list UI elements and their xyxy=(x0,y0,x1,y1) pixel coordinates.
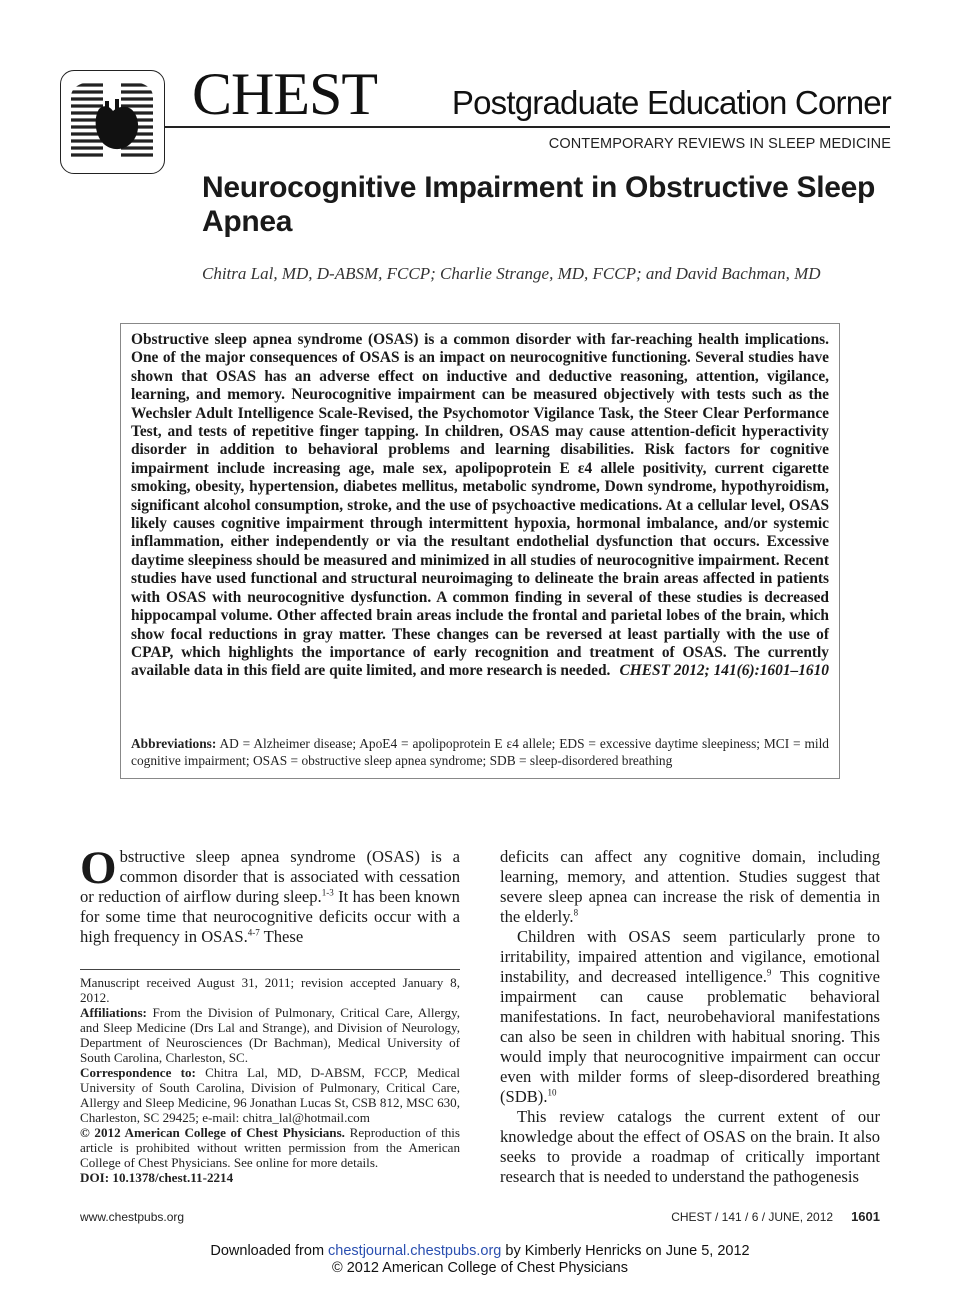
drop-cap: O xyxy=(80,842,117,894)
abbreviations-label: Abbreviations: xyxy=(131,736,217,751)
authors: Chitra Lal, MD, D-ABSM, FCCP; Charlie Strange, MD, FCCP; and David Bachman, MD xyxy=(202,264,821,283)
body-text: It has been known for some time that neurocognitive deficits occur with a high frequency in OSAS. xyxy=(80,887,460,946)
correspondence-text: Chitra Lal, MD, D-ABSM, FCCP, Medical University of South Carolina, Division of Pulmonary, Critical Care, Allergy and Sleep Medicine, 96 Jonathan Lucas St, CSB 812, MSC 630, Charleston, SC 29425; e-mail: chitra_lal@hotmail.com xyxy=(80,1065,460,1125)
affiliations-note xyxy=(80,1005,460,1065)
reference-link[interactable]: 4-7 xyxy=(247,927,260,938)
section-label: CONTEMPORARY REVIEWS IN SLEEP MEDICINE xyxy=(548,136,891,152)
body-paragraph xyxy=(500,927,880,1107)
manuscript-note: Manuscript received August 31, 2011; revision accepted January 8, 2012. xyxy=(80,975,460,1005)
footnotes xyxy=(80,975,460,1185)
body-text: This review catalogs the current extent of our knowledge about the effect of OSAS on the brain. It also seeks to provide a roadmap of critically important research that is needed to understand the pathogenesis xyxy=(500,1107,880,1186)
abbreviations-text: AD = Alzheimer disease; ApoE4 = apolipoprotein E ε4 allele; EDS = excessive daytime sleepiness; MCI = mild cognitive impairment; OSAS = obstructive sleep apnea syndrome; SDB = sleep-disordered breathing xyxy=(131,736,829,768)
body-text: This cognitive impairment can cause problematic behavioral manifestations. In fact, neurobehavioral manifestations can also be seen in children with habitual snoring. This would imply that neurocognitive impairment can occur even with milder forms of sleep-disordered breathing (SDB). xyxy=(500,967,880,1106)
reference-link[interactable]: 9 xyxy=(766,967,772,978)
download-suffix: by Kimberly Henricks on June 5, 2012 xyxy=(501,1243,750,1259)
body-text: These xyxy=(259,927,304,946)
download-link[interactable]: chestjournal.chestpubs.org xyxy=(328,1243,502,1259)
abbreviations xyxy=(131,735,829,769)
reference-link[interactable]: 8 xyxy=(573,907,579,918)
body-paragraph xyxy=(500,847,880,927)
correspondence-note xyxy=(80,1065,460,1125)
footer-citation-text: CHEST / 141 / 6 / JUNE, 2012 xyxy=(671,1210,834,1224)
body-text: bstructive sleep apnea syndrome (OSAS) is a common disorder that is associated with cessation or reduction of airflow during sleep. xyxy=(80,847,460,906)
body-text: Children with OSAS seem particularly prone to irritability, impaired attention and vigilance, emotional instability, and decreased intelligence. xyxy=(500,927,880,986)
footer-citation xyxy=(671,1209,880,1224)
body-paragraph xyxy=(500,1107,880,1187)
footer-url[interactable]: www.chestpubs.org xyxy=(80,1210,185,1224)
reference-link[interactable]: 1-3 xyxy=(321,887,334,898)
copyright-text: Reproduction of this article is prohibited without written permission from the American College of Chest Physicians. See online for more details. xyxy=(80,1125,460,1170)
chest-lungs-heart-logo-icon xyxy=(61,71,163,172)
body-column-left xyxy=(80,842,460,947)
download-line xyxy=(0,1243,960,1259)
affiliations-label: Affiliations: xyxy=(80,1005,147,1020)
doi-value[interactable]: 10.1378/chest.11-2214 xyxy=(112,1170,234,1185)
page-number: 1601 xyxy=(851,1209,880,1224)
header-rule xyxy=(165,126,890,128)
correspondence-label: Correspondence to: xyxy=(80,1065,196,1080)
download-prefix: Downloaded from xyxy=(210,1243,329,1259)
doi-note xyxy=(80,1170,460,1185)
abstract-citation: CHEST 2012; 141(6):1601–1610 xyxy=(619,662,829,680)
abstract-text xyxy=(131,331,829,681)
footnote-rule xyxy=(80,969,460,970)
doi-label: DOI: xyxy=(80,1170,110,1185)
body-paragraph xyxy=(80,842,460,947)
journal-name: CHEST xyxy=(192,61,378,127)
affiliations-text: From the Division of Pulmonary, Critical Care, Allergy, and Sleep Medicine (Drs Lal and Strange), and Division of Neurology, Department of Neurosciences (Dr Bachman), Medical University of South Carolina, Charleston, SC. xyxy=(80,1005,460,1065)
corner-title: Postgraduate Education Corner xyxy=(451,84,891,121)
abstract-body: Obstructive sleep apnea syndrome (OSAS) is a common disorder with far-reaching health implications. One of the major consequences of OSAS is an impact on neurocognitive functioning. Several studies have shown that OSAS has an adverse effect on inductive and deductive reasoning, attention, vigilance, learning, and memory. Neurocognitive impairment can be measured objectively with tests such as the Wechsler Adult Intelligence Scale-Revised, the Psychomotor Vigilance Task, the Steer Clear Performance Test, and tests of repetitive finger tapping. In children, OSAS may cause attention-deficit hyperactivity disorder in addition to behavioral problems and learning disabilities. Risk factors for cognitive impairment include increasing age, male sex, apolipoprotein E ε4 allele positivity, current cigarette smoking, obesity, hypertension, diabetes mellitus, metabolic syndrome, Down syndrome, hypothyroidism, significant alcohol consumption, stroke, and the use of psychoactive medications. At a cellular level, OSAS likely causes cognitive impairment through intermittent hypoxia, hormonal imbalance, and/or systemic inflammation, either independently or via the resultant endothelial dysfunction that occurs. Excessive daytime sleepiness should be measured and minimized in all studies of neurocognitive impairment. Recent studies have used functional and structural neuroimaging to delineate the brain areas affected in patients with OSAS with neurocognitive dysfunction. A common finding in several of these studies is decreased hippocampal volume. Other affected brain areas include the frontal and parietal lobes of the brain, which show focal reductions in gray matter. These changes can be reversed at least partially with the use of CPAP, which highlights the importance of early recognition and treatment of OSAS. The currently available data in this field are quite limited, and more research is needed. xyxy=(131,331,829,680)
copyright-label: © 2012 American College of Chest Physicians. xyxy=(80,1125,345,1140)
copyright-note xyxy=(80,1125,460,1170)
reference-link[interactable]: 10 xyxy=(547,1087,557,1098)
journal-logo xyxy=(60,70,165,174)
copyright-line: © 2012 American College of Chest Physicians xyxy=(331,1260,628,1276)
body-text: deficits can affect any cognitive domain, including learning, memory, and attention. Studies suggest that severe sleep apnea can increase the risk of dementia in the elderly. xyxy=(500,847,880,926)
body-column-right xyxy=(500,847,880,1187)
article-title: Neurocognitive Impairment in Obstructive Sleep Apnea xyxy=(202,171,876,238)
